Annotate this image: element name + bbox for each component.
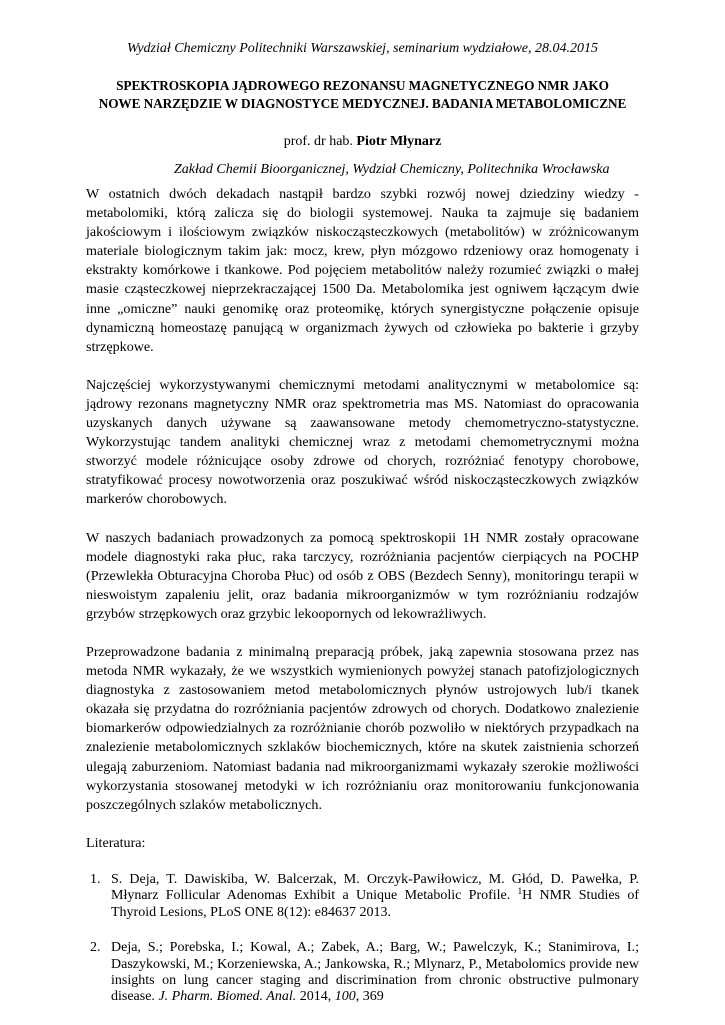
affiliation: Zakład Chemii Bioorganicznej, Wydział Chemiczny, Politechnika Wrocławska (174, 162, 610, 177)
reference-text: H NMR Studies of Thyroid Lesions, PLoS ONE 8(12): e84637 2013. (111, 888, 639, 920)
paragraph: Najczęściej wykorzystywanymi chemicznymi metodami analitycznymi w metabolomice są: jądrowy rezonans magnetyczny NMR oraz spektrometria mas MS. Natomiast do opracowania uzyskanych danych używane są zaawansowane metody chemometryczno-statystyczne. Wykorzystując tandem analityki chemicznej wraz z metodami chemometrycznymi można stworzyć modele różnicujące osoby zdrowe od chorych, rozróżniać fenotypy chorobowe, stratyfikować procesy nowotworzenia oraz poszukiwać wśród niskocząsteczkowych związków markerów chorobowych. (86, 376, 639, 508)
reference-item (86, 872, 639, 921)
author-prefix: prof. dr hab. (283, 134, 357, 149)
reference-list (86, 872, 639, 1006)
reference-number: 1. (90, 871, 101, 887)
paragraph: Przeprowadzone badania z minimalną preparacją próbek, jaką zapewnia stosowana przez nas metoda NMR wykazały, że we wszystkich wymienionych powyżej stanach patofizjologicznych diagnostyka z zastosowaniem metod metabolomicznych płynów ustrojowych lub/i tkanek okazała się przydatna do rozróżniania pacjentów zdrowych od chorych. Dodatkowo znalezienie biomarkerów odpowiedzialnych za rozróżnianie chorób pozwoliło w niektórych przypadkach na znalezienie metabolomicznych szklaków biochemicznych, które na skutek zaistnienia schorzeń ulegają zaburzeniom. Natomiast badania nad mikroorganizmami wykazały szerokie możliwości wykorzystania stosowanej metodyki w ich rozróżnianiu oraz monitorowaniu funkcjonowania poszczególnych szlaków metabolicznych. (86, 643, 639, 813)
reference-pages: , 369 (355, 989, 384, 1005)
reference-volume: 100 (334, 989, 356, 1005)
title-line-2: NOWE NARZĘDZIE W DIAGNOSTYCE MEDYCZNEJ. BADANIA METABOLOMICZNE (98, 96, 627, 111)
paper-title (70, 77, 655, 113)
author-line (0, 133, 725, 151)
journal-name: J. Pharm. Biomed. Anal. (158, 989, 297, 1005)
title-line-1: SPEKTROSKOPIA JĄDROWEGO REZONANSU MAGNETYCZNEGO NMR JAKO (116, 78, 609, 93)
paragraph: W ostatnich dwóch dekadach nastąpił bardzo szybki rozwój nowej dziedziny wiedzy - metabolomiki, którą zalicza się do biologii systemowej. Nauka ta zajmuje się badaniem jakościowym i ilościowym związków niskocząsteczkowych (metabolitów) w zróżnicowanym materiale biologicznym takim jak: mocz, krew, płyn mózgowo rdzeniowy oraz homogenaty i ekstrakty komórkowe i tkankowe. Pod pojęciem metabolitów należy rozumieć związki o małej masie cząsteczkowej nieprzekraczającej 1500 Da. Metabolomika jest ogniwem łączącym dwie inne „omiczne” nauki genomikę oraz proteomikę, których synergistyczne połączenie opisuje dynamiczną homeostazę panującą w organizmach żywych od człowieka po bakterie i grzyby strzępkowe. (86, 186, 639, 355)
reference-number: 2. (90, 940, 101, 956)
superscript: 1 (517, 886, 523, 897)
paragraph: W naszych badaniach prowadzonych za pomocą spektroskopii 1H NMR zostały opracowane modele diagnostyki raka płuc, raka tarczycy, rozróżniania pacjentów cierpiących na POCHP (Przewlekła Obturacyjna Choroba Płuc) od osób z OBS (Bezdech Senny), monitoringu terapii w nieswoistym zapaleniu jelit, oraz badania mikroorganizmów w tym rozróżnianiu rodzajów grzybów strzępkowych oraz grzybic lekoopornych od lekowrażliwych. (86, 529, 639, 622)
seminar-header: Wydział Chemiczny Politechniki Warszawskiej, seminarium wydziałowe, 28.04.2015 (126, 41, 599, 56)
reference-text: S. Deja, T. Dawiskiba, W. Balcerzak, M. Orczyk-Pawiłowicz, M. Głód, D. Pawełka, P. Młynarz Follicular Adenomas Exhibit a Unique Metabolic Profile. (111, 871, 639, 904)
reference-item (86, 940, 639, 1006)
abstract-body (86, 185, 639, 1025)
author-name: Piotr Młynarz (356, 134, 442, 149)
literature-heading: Literatura: (86, 834, 146, 851)
reference-text: Deja, S.; Porebska, I.; Kowal, A.; Zabek, A.; Barg, W.; Pawelczyk, K.; Stanimirova, I.; Daszykowski, M.; Korzeniewska, A.; Jankowska, R.; Mlynarz, P., Metabolomics provide new insights on lung cancer staging and discrimination from chronic obstructive pulmonary disease. (111, 940, 639, 1005)
reference-year: 2014, (296, 989, 335, 1005)
